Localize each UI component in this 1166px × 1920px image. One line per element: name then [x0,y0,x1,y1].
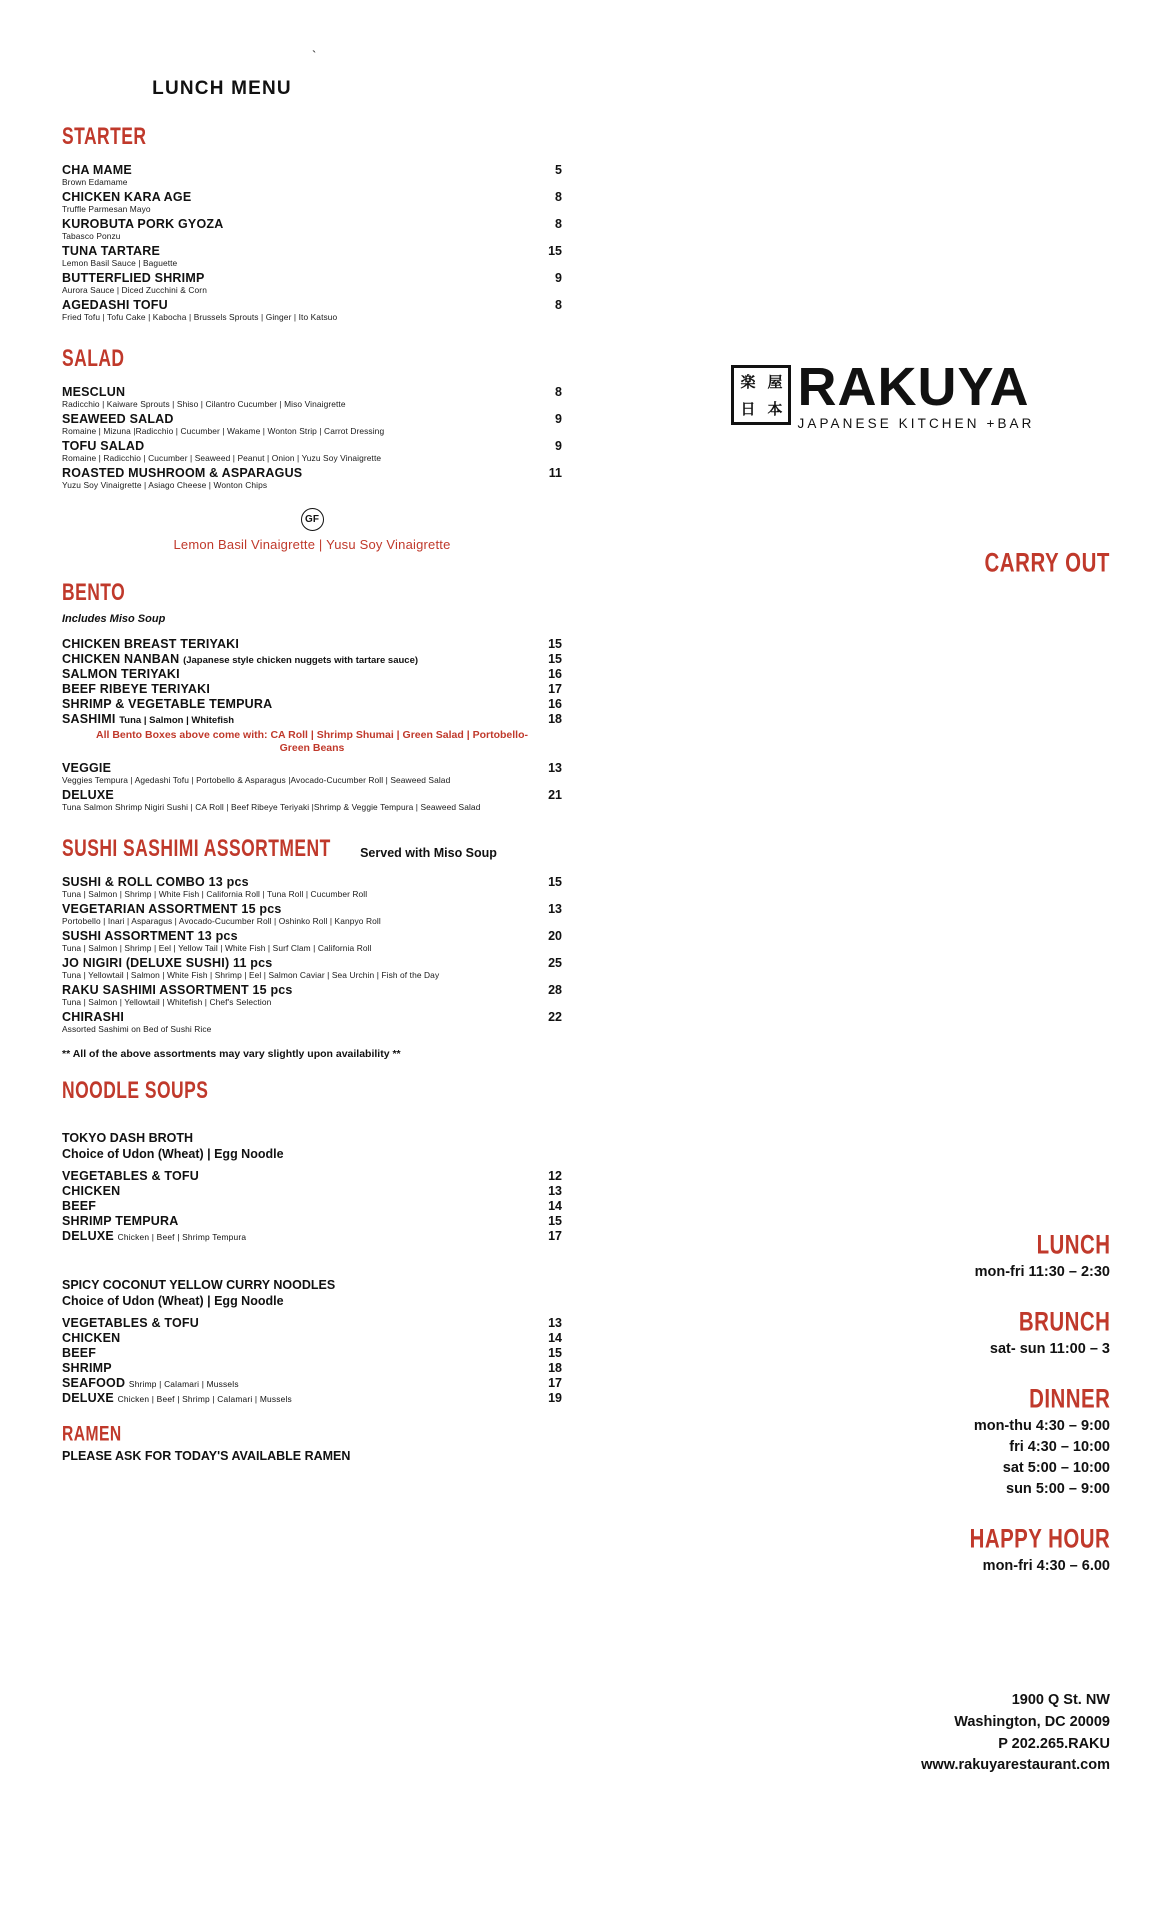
menu-item [62,244,562,268]
item-name-note: 13 pcs [208,875,249,890]
section-items-bento [62,637,562,726]
menu-item [62,466,562,490]
hours-line: sun 5:00 – 9:00 [1006,1481,1110,1498]
section-title: RAMEN [62,1421,122,1446]
gluten-free-note [62,508,562,552]
item-name-text: JO NIGIRI (DELUXE SUSHI) [62,956,230,971]
item-description: Assorted Sashimi on Bed of Sushi Rice [62,1024,212,1035]
item-price: 9 [555,439,562,453]
item-description: Tabasco Ponzu [62,231,121,241]
item-name: DELUXE [62,788,114,803]
website-url[interactable]: www.rakuyarestaurant.com [921,1757,1110,1774]
menu-item [62,902,562,926]
section-title: SALAD [62,346,125,373]
item-description: Veggies Tempura | Agedashi Tofu | Portobello & Asparagus |Avocado-Cucumber Roll | Seaweed Salad [62,775,451,786]
menu-item [62,1214,562,1228]
item-description: Romaine | Mizuna |Radicchio | Cucumber | Wakame | Wonton Strip | Carrot Dressing [62,426,385,436]
section-title-suffix: Served with Miso Soup [360,846,497,861]
item-name: CHICKEN BREAST TERIYAKI [62,637,240,651]
hours-group-lunch [670,1229,1110,1283]
page-title: LUNCH MENU [152,78,292,99]
availability-footnote: ** All of the above assortments may vary slightly upon availability ** [62,1048,401,1061]
menu-item [62,217,562,241]
brand-name: RAKUYA [797,357,1030,417]
kanji-seal-icon [731,365,791,425]
hours-block [670,1229,1110,1603]
menu-item [62,163,562,187]
item-description: Fried Tofu | Tofu Cake | Kabocha | Brussels Sprouts | Ginger | Ito Katsuo [62,312,338,322]
item-price: 19 [548,1391,562,1406]
item-name-note: Shrimp | Calamari | Mussels [128,1379,239,1390]
section-items-starter [62,163,562,322]
item-description: Aurora Sauce | Diced Zucchini & Corn [62,285,207,295]
item-name-text: SUSHI & ROLL COMBO [62,875,205,890]
item-name-text: CHICKEN NANBAN [62,652,180,666]
menu-item [62,1361,562,1375]
menu-item [62,788,562,812]
contact-block [670,1690,1110,1777]
menu-item [62,1376,562,1390]
menu-item [62,1184,562,1198]
hours-label: DINNER [1028,1383,1110,1414]
item-price: 15 [548,652,562,666]
section-title: SUSHI SASHIMI ASSORTMENT [62,836,331,863]
item-name: VEGETABLES & TOFU [62,1316,199,1331]
hours-line: mon-fri 11:30 – 2:30 [974,1264,1110,1280]
item-price: 18 [548,712,562,726]
item-price: 8 [555,217,562,231]
item-price: 18 [548,1361,562,1376]
section-title: BENTO [62,580,126,607]
item-price: 21 [548,788,562,803]
item-name: CHICKEN KARA AGE [62,190,192,204]
phone-number: P 202.265.RAKU [998,1735,1110,1752]
item-name-text: DELUXE [62,1229,114,1244]
item-name [62,929,238,943]
item-price: 22 [548,1010,562,1025]
item-description: Lemon Basil Sauce | Baguette [62,258,178,268]
gf-dressings-text: Lemon Basil Vinaigrette | Yusu Soy Vinaigrette [173,537,451,552]
item-name [62,1229,246,1243]
item-price: 8 [555,190,562,204]
menu-item [62,412,562,436]
item-name: TOFU SALAD [62,439,145,453]
menu-item [62,652,562,666]
item-name-note: 11 pcs [233,956,273,971]
menu-item [62,956,562,980]
kanji-glyph: 楽 [740,373,756,392]
kanji-glyph: 日 [740,400,756,419]
item-description: Yuzu Soy Vinaigrette | Asiago Cheese | Wonton Chips [62,480,268,490]
item-price: 16 [548,667,562,681]
item-price: 5 [555,163,562,177]
gf-badge-icon: GF [301,508,324,531]
noodle-group-choice: Choice of Udon (Wheat) | Egg Noodle [62,1294,284,1309]
item-description: Brown Edamame [62,177,128,187]
section-header-sushi-assortment [62,836,562,863]
item-price: 15 [548,1214,562,1229]
item-price: 13 [548,1184,562,1199]
menu-item [62,637,562,651]
item-price: 14 [548,1331,562,1346]
ramen-note: PLEASE ASK FOR TODAY'S AVAILABLE RAMEN [62,1449,351,1464]
item-description: Tuna | Salmon | Shrimp | White Fish | California Roll | Tuna Roll | Cucumber Roll [62,889,368,900]
item-description: Tuna Salmon Shrimp Nigiri Sushi | CA Roll | Beef Ribeye Teriyaki |Shrimp & Veggie Tempura | Seaweed Salad [62,802,481,813]
item-name: SHRIMP TEMPURA [62,1214,179,1229]
section-title: NOODLE SOUPS [62,1078,209,1105]
carry-out-heading: CARRY OUT [984,547,1110,578]
item-price: 13 [548,761,562,776]
hours-label: HAPPY HOUR [969,1523,1110,1554]
item-name-note: 15 pcs [241,902,282,917]
menu-item [62,667,562,681]
item-name [62,875,249,889]
item-name: VEGETABLES & TOFU [62,1169,199,1184]
brand-logo [600,357,1166,431]
item-name-note: (Japanese style chicken nuggets with tartare sauce) [183,655,419,666]
menu-item [62,1199,562,1213]
item-price: 28 [548,983,562,998]
item-price: 12 [548,1169,562,1184]
menu-left-column [62,40,562,1465]
hours-line: mon-fri 4:30 – 6.00 [982,1558,1110,1575]
brand-tagline: JAPANESE KITCHEN +BAR [797,416,1035,431]
item-name: BEEF RIBEYE TERIYAKI [62,682,211,696]
item-price: 13 [548,1316,562,1331]
address-street: 1900 Q St. NW [1011,1692,1110,1708]
hours-line: sat- sun 11:00 – 3 [989,1341,1110,1358]
item-name-text: SASHIMI [62,712,116,726]
hours-line: mon-thu 4:30 – 9:00 [973,1418,1110,1435]
section-header-starter [62,124,562,151]
item-name: KUROBUTA PORK GYOZA [62,217,224,231]
kanji-glyph: 屋 [767,373,783,392]
noodle-group-curry [62,1278,562,1405]
menu-item [62,190,562,214]
item-price: 15 [548,637,562,651]
item-name: VEGGIE [62,761,112,776]
kanji-glyph: 本 [767,400,783,419]
bento-subnote: Includes Miso Soup [62,613,166,625]
item-name: BUTTERFLIED SHRIMP [62,271,205,285]
noodle-group-choice: Choice of Udon (Wheat) | Egg Noodle [62,1147,284,1162]
item-name: SHRIMP [62,1361,112,1376]
item-price: 9 [555,271,562,285]
section-header-salad [62,346,562,373]
item-name-text: VEGETARIAN ASSORTMENT [62,902,238,917]
item-name-note: 13 pcs [197,929,238,944]
item-name: BEEF [62,1199,97,1214]
section-header-noodle-soups [62,1078,562,1105]
menu-item [62,1346,562,1360]
menu-item [62,1229,562,1243]
item-name-note: Chicken | Beef | Shrimp | Calamari | Mussels [117,1394,292,1405]
item-name: ROASTED MUSHROOM & ASPARAGUS [62,466,303,480]
item-name [62,902,282,916]
hours-label: BRUNCH [1018,1306,1110,1337]
menu-item [62,439,562,463]
menu-item [62,983,562,1007]
item-description: Radicchio | Kaiware Sprouts | Shiso | Cilantro Cucumber | Miso Vinaigrette [62,399,346,409]
item-name-text: RAKU SASHIMI ASSORTMENT [62,983,249,998]
item-name: SALMON TERIYAKI [62,667,180,681]
hours-group-brunch [670,1306,1110,1360]
item-name-text: SUSHI ASSORTMENT [62,929,194,944]
hours-group-happy-hour [670,1523,1110,1577]
item-price: 17 [548,1376,562,1391]
item-name-text: SEAFOOD [62,1376,126,1391]
menu-item [62,761,562,785]
noodle-group-title: SPICY COCONUT YELLOW CURRY NOODLES [62,1278,336,1293]
section-items-bento-extra [62,761,562,812]
section-header-ramen [62,1421,562,1446]
item-price: 8 [555,385,562,399]
item-name: CHIRASHI [62,1010,125,1025]
item-name: SEAWEED SALAD [62,412,174,426]
item-name: SHRIMP & VEGETABLE TEMPURA [62,697,273,711]
menu-item [62,1391,562,1405]
item-price: 11 [548,466,562,480]
noodle-group-title: TOKYO DASH BROTH [62,1131,194,1146]
item-name [62,956,272,970]
noodle-group-tokyo [62,1131,562,1243]
item-description: Portobello | Inari | Asparagus | Avocado-Cucumber Roll | Oshinko Roll | Kanpyo Roll [62,916,381,927]
item-name-note: Tuna | Salmon | Whitefish [119,715,235,726]
hours-label: LUNCH [1036,1229,1110,1260]
item-name: BEEF [62,1346,97,1361]
menu-item [62,271,562,295]
menu-item [62,1169,562,1183]
item-price: 17 [548,1229,562,1244]
address-city: Washington, DC 20009 [954,1713,1110,1730]
item-name [62,652,418,666]
item-price: 20 [548,929,562,944]
menu-item [62,1010,562,1034]
item-name: CHICKEN [62,1184,121,1199]
item-name: TUNA TARTARE [62,244,160,258]
item-description: Truffle Parmesan Mayo [62,204,151,214]
item-name: AGEDASHI TOFU [62,298,168,312]
menu-item [62,1316,562,1330]
item-name-note: Chicken | Beef | Shrimp Tempura [117,1232,247,1243]
item-name [62,712,234,726]
section-items-sushi-assortment [62,875,562,1034]
hours-group-dinner [670,1383,1110,1500]
item-price: 25 [548,956,562,971]
item-price: 8 [555,298,562,312]
menu-item [62,929,562,953]
item-price: 15 [548,875,562,890]
item-price: 15 [548,244,562,258]
item-description: Tuna | Salmon | Yellowtail | Whitefish | Chef's Selection [62,997,272,1008]
item-name: MESCLUN [62,385,126,399]
item-price: 14 [548,1199,562,1214]
menu-right-column [600,0,1166,1920]
stray-tick-mark: ` [312,48,317,63]
hours-line: sat 5:00 – 10:00 [1002,1460,1110,1477]
menu-item [62,697,562,711]
item-name [62,1376,239,1390]
menu-item [62,298,562,322]
item-name [62,983,293,997]
hours-line: fri 4:30 – 10:00 [1009,1439,1110,1456]
menu-item [62,385,562,409]
item-name [62,1391,292,1405]
item-description: Romaine | Radicchio | Cucumber | Seaweed | Peanut | Onion | Yuzu Soy Vinaigrette [62,453,382,463]
menu-item [62,712,562,726]
item-name: CHA MAME [62,163,132,177]
menu-item [62,875,562,899]
bento-inclusions-note: All Bento Boxes above come with: CA Roll | Shrimp Shumai | Green Salad | Portobello-Green Beans [96,729,528,755]
item-name-text: DELUXE [62,1391,114,1406]
item-price: 15 [548,1346,562,1361]
item-price: 13 [548,902,562,917]
item-price: 9 [555,412,562,426]
item-price: 16 [548,697,562,711]
section-items-salad [62,385,562,490]
section-header-bento [62,580,562,607]
item-description: Tuna | Salmon | Shrimp | Eel | Yellow Tail | White Fish | Surf Clam | California Roll [62,943,372,954]
item-name: CHICKEN [62,1331,121,1346]
menu-item [62,1331,562,1345]
menu-item [62,682,562,696]
item-name-note: 15 pcs [252,983,293,998]
item-price: 17 [548,682,562,696]
item-description: Tuna | Yellowtail | Salmon | White Fish | Shrimp | Eel | Salmon Caviar | Sea Urchin | Fish of the Day [62,970,440,981]
section-title: STARTER [62,124,147,151]
